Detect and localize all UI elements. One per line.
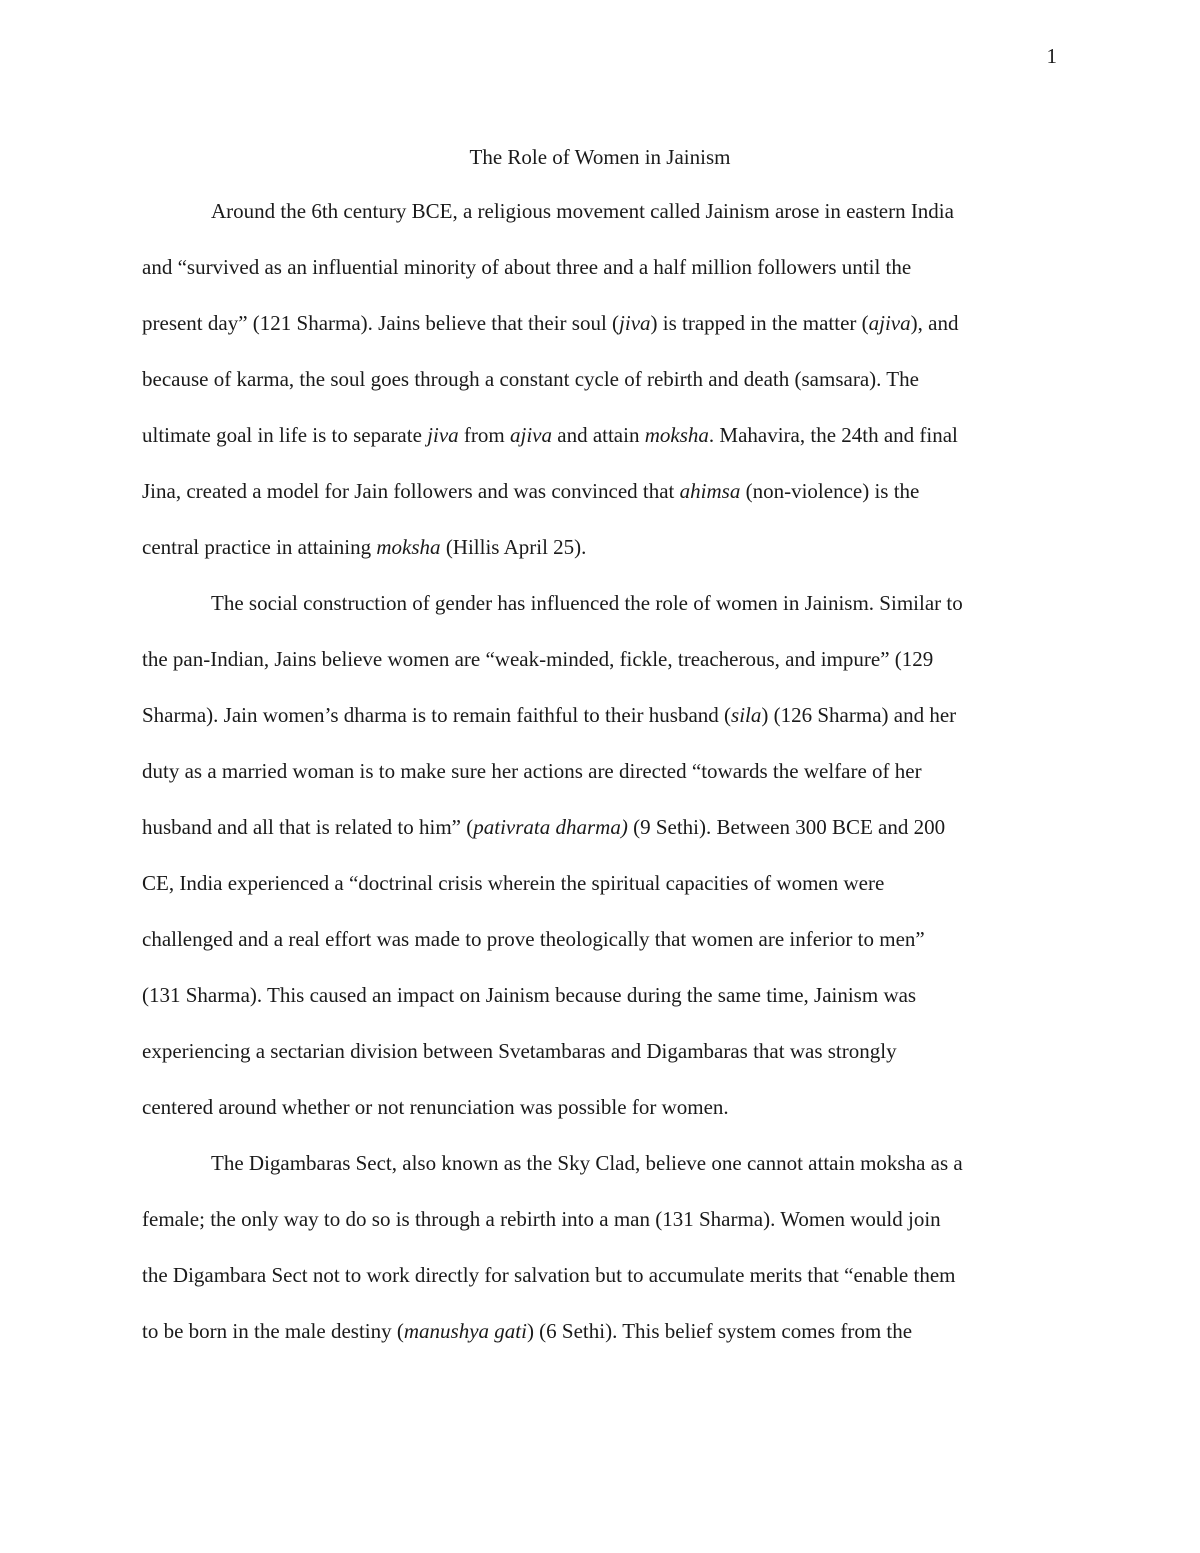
text-run: from: [458, 423, 510, 447]
text-run: because of karma, the soul goes through a constant cycle of rebirth and death (samsara). The: [142, 367, 919, 391]
italic-term: ajiva: [510, 423, 552, 447]
text-line: [142, 1303, 1059, 1359]
italic-term: jiva: [427, 423, 459, 447]
text-line: [142, 1079, 1059, 1135]
paragraph: [142, 575, 1059, 1135]
text-run: ) (126 Sharma) and her: [761, 703, 957, 727]
text-run: The Digambaras Sect, also known as the Sky Clad, believe one cannot attain moksha as a: [211, 1151, 963, 1175]
paragraph: [142, 183, 1059, 575]
text-run: duty as a married woman is to make sure her actions are directed “towards the welfare of her: [142, 759, 922, 783]
text-run: CE, India experienced a “doctrinal crisis wherein the spiritual capacities of women were: [142, 871, 885, 895]
text-line: [142, 1191, 1059, 1247]
text-line: [142, 967, 1059, 1023]
italic-term: ahimsa: [679, 479, 741, 503]
text-line: [142, 631, 1059, 687]
text-run: the Digambara Sect not to work directly for salvation but to accumulate merits that “enable them: [142, 1263, 956, 1287]
text-run: and attain: [552, 423, 645, 447]
page-number: 1: [1046, 44, 1057, 68]
italic-term: jiva: [619, 311, 651, 335]
text-line: [142, 575, 1059, 631]
text-run: to be born in the male destiny (: [142, 1319, 404, 1343]
text-run: and “survived as an influential minority of about three and a half million followers until the: [142, 255, 912, 279]
text-line: [142, 463, 1059, 519]
text-line: [142, 1135, 1059, 1191]
text-line: [142, 911, 1059, 967]
italic-term: moksha: [376, 535, 441, 559]
italic-term: pativrata dharma): [473, 815, 628, 839]
italic-term: moksha: [644, 423, 709, 447]
text-run: Around the 6th century BCE, a religious movement called Jainism arose in eastern India: [211, 199, 954, 223]
text-run: challenged and a real effort was made to prove theologically that women are inferior to men”: [142, 927, 925, 951]
text-line: [142, 799, 1059, 855]
italic-term: manushya gati: [403, 1319, 527, 1343]
text-run: (131 Sharma). This caused an impact on Jainism because during the same time, Jainism was: [142, 983, 917, 1007]
text-run: the pan-Indian, Jains believe women are “weak-minded, fickle, treacherous, and impure” (129: [142, 647, 934, 671]
text-line: [142, 295, 1059, 351]
paragraph: [142, 1135, 1059, 1359]
text-run: ) (6 Sethi). This belief system comes from the: [526, 1319, 913, 1343]
text-line: [142, 1023, 1059, 1079]
text-run: Jina, created a model for Jain followers and was convinced that: [142, 479, 680, 503]
text-line: [142, 239, 1059, 295]
text-run: present day” (121 Sharma). Jains believe that their soul (: [142, 311, 620, 335]
text-line: [142, 407, 1059, 463]
text-run: (9 Sethi). Between 300 BCE and 200: [627, 815, 946, 839]
text-line: [142, 743, 1059, 799]
text-run: (Hillis April 25).: [440, 535, 587, 559]
document-body: [142, 183, 1059, 1359]
text-run: ), and: [910, 311, 959, 335]
text-line: [142, 1247, 1059, 1303]
text-line: [142, 687, 1059, 743]
text-run: . Mahavira, the 24th and final: [708, 423, 958, 447]
text-run: husband and all that is related to him” (: [142, 815, 474, 839]
text-line: [142, 351, 1059, 407]
italic-term: sila: [731, 703, 762, 727]
document-title: The Role of Women in Jainism: [469, 145, 731, 169]
text-run: ) is trapped in the matter (: [650, 311, 869, 335]
text-run: ultimate goal in life is to separate: [142, 423, 428, 447]
text-run: The social construction of gender has influenced the role of women in Jainism. Similar to: [211, 591, 963, 615]
text-run: experiencing a sectarian division between Svetambaras and Digambaras that was strongly: [142, 1039, 897, 1063]
text-line: [142, 519, 1059, 575]
text-line: [142, 855, 1059, 911]
text-run: female; the only way to do so is through a rebirth into a man (131 Sharma). Women would join: [142, 1207, 941, 1231]
italic-term: ajiva: [868, 311, 911, 335]
text-run: centered around whether or not renunciation was possible for women.: [142, 1095, 729, 1119]
text-run: (non-violence) is the: [740, 479, 920, 503]
text-run: central practice in attaining: [142, 535, 377, 559]
text-run: Sharma). Jain women’s dharma is to remain faithful to their husband (: [142, 703, 732, 727]
text-line: [142, 183, 1059, 239]
